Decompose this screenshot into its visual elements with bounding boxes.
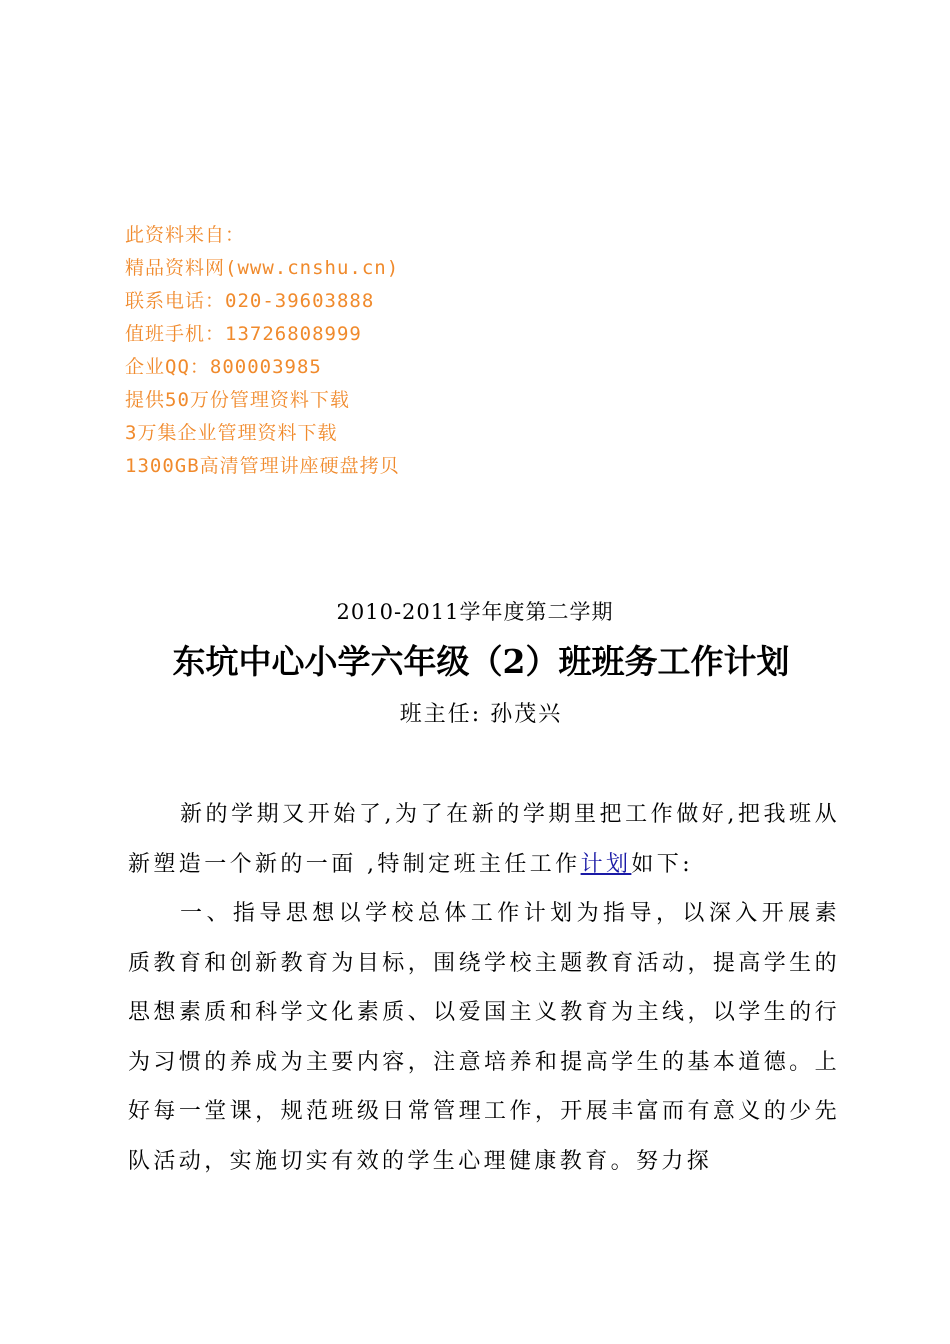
promo-block [125, 219, 400, 483]
promo-line-phone: 联系电话：020-39603888 [125, 290, 375, 312]
document-body [128, 790, 840, 1186]
teacher-line: 班主任: 孙茂兴 [399, 702, 563, 727]
promo-line-offer-2: 3万集企业管理资料下载 [125, 422, 338, 444]
promo-line-qq: 企业QQ：800003985 [125, 356, 322, 378]
plan-link[interactable]: 计划 [580, 851, 632, 877]
intro-paragraph [128, 790, 840, 889]
promo-line-source: 此资料来自： [125, 224, 246, 246]
intro-text-end: 如下: [631, 851, 694, 877]
document-subheading: 2010-2011学年度第二学期 [336, 600, 614, 624]
promo-line-mobile: 值班手机：13726808999 [125, 323, 362, 345]
document-title: 东坑中心小学六年级（2）班班务工作计划 [172, 642, 790, 681]
section-1-paragraph: 一、指导思想以学校总体工作计划为指导，以深入开展素质教育和创新教育为目标，围绕学校主题教育活动，提高学生的思想素质和科学文化素质、以爱国主义教育为主线，以学生的行为习惯的养成为主要内容，注意培养和提高学生的基本道德。上好每一堂课，规范班级日常管理工作，开展丰富而有意义的少先队活动，实施切实有效的学生心理健康教育。努力探 [128, 901, 840, 1174]
intro-text: 新的学期又开始了,为了在新的学期里把工作做好,把我班从新塑造一个新的一面 ,特制定班主任工作 [128, 802, 840, 877]
promo-line-offer-1: 提供50万份管理资料下载 [125, 389, 350, 411]
promo-line-website: 精品资料网(www.cnshu.cn) [125, 257, 400, 279]
promo-line-offer-3: 1300GB高清管理讲座硬盘拷贝 [125, 455, 400, 477]
